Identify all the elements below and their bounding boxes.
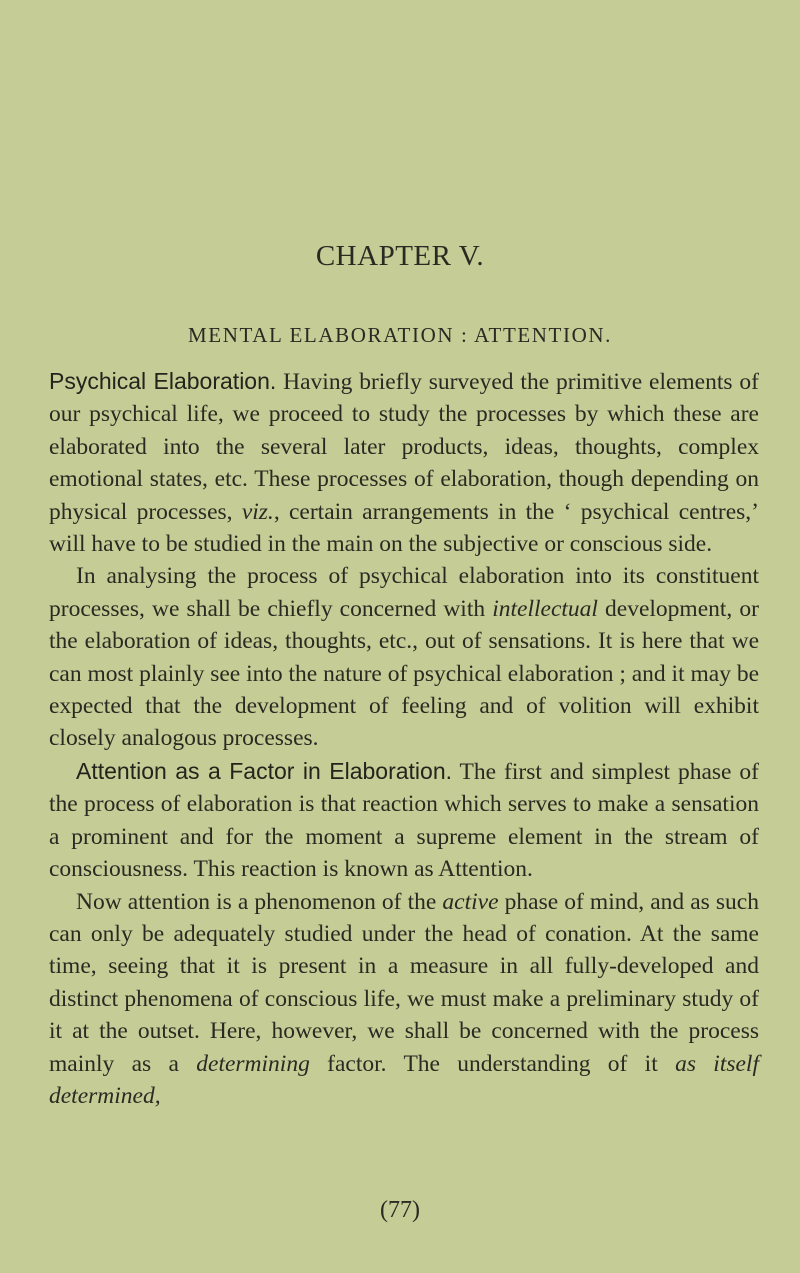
body-text: [49, 365, 759, 1112]
paragraph-text: development, or the elaboration of ideas, thoughts, etc., out of sensations. It is here that we can most plainly see into the nature of psychical elaboration ; and it may be expected that the development of feeling and of volition will exhibit closely analogous processes.: [49, 595, 760, 752]
paragraph-text: Having briefly surveyed the primitive elements of our psychical life, we proceed to study the processes by which these are elaborated into the several later products, ideas, thoughts, complex emotional states, etc. These processes of elaboration, though depending on physical processes,: [49, 369, 759, 525]
paragraph-text: phase of mind, and as such can only be adequately studied under the head of conation. At the same time, seeing that it is present in a measure in all fully-developed and distinct phenomena of conscious life, we must make a preliminary study of it at the outset. Here, however, we shall be concerned with the process mainly as a: [49, 888, 759, 1077]
chapter-title: CHAPTER V.: [315, 240, 485, 272]
paragraph-analysing: [49, 560, 759, 754]
italic-term: viz.: [241, 498, 274, 525]
section-heading-attention: Attention as a Factor in Elaboration.: [76, 757, 453, 784]
italic-term: determining: [196, 1050, 310, 1077]
section-heading-psychical-elaboration: Psychical Elaboration.: [49, 368, 277, 394]
paragraph-text: In analysing the process of psychical elaboration into its constituent processes, we shall be chiefly concerned with: [49, 563, 759, 622]
paragraph-text: The first and simplest phase of the process of elaboration is that reaction which serves to make a sensation a prominent and for the moment a supreme element in the stream of consciousness. This reaction is known as Attention.: [49, 758, 759, 883]
italic-term: intellectual: [492, 595, 598, 622]
italic-term: as itself determined,: [49, 1050, 759, 1109]
paragraph-psychical-elaboration: [49, 365, 759, 560]
paragraph-text: , certain arrangements in the ‘ psychical centres,’ will have to be studied in the main on the subjective or conscious side.: [49, 498, 759, 558]
chapter-subtitle: MENTAL ELABORATION : ATTENTION.: [188, 323, 612, 347]
italic-term: active: [442, 888, 499, 915]
paragraph-text: factor. The understanding of it: [309, 1050, 676, 1077]
paragraph-now-attention: [49, 886, 759, 1113]
page-number: (77): [380, 1197, 420, 1223]
paragraph-attention-factor: [49, 755, 759, 886]
paragraph-text: Now attention is a phenomenon of the: [76, 888, 443, 915]
